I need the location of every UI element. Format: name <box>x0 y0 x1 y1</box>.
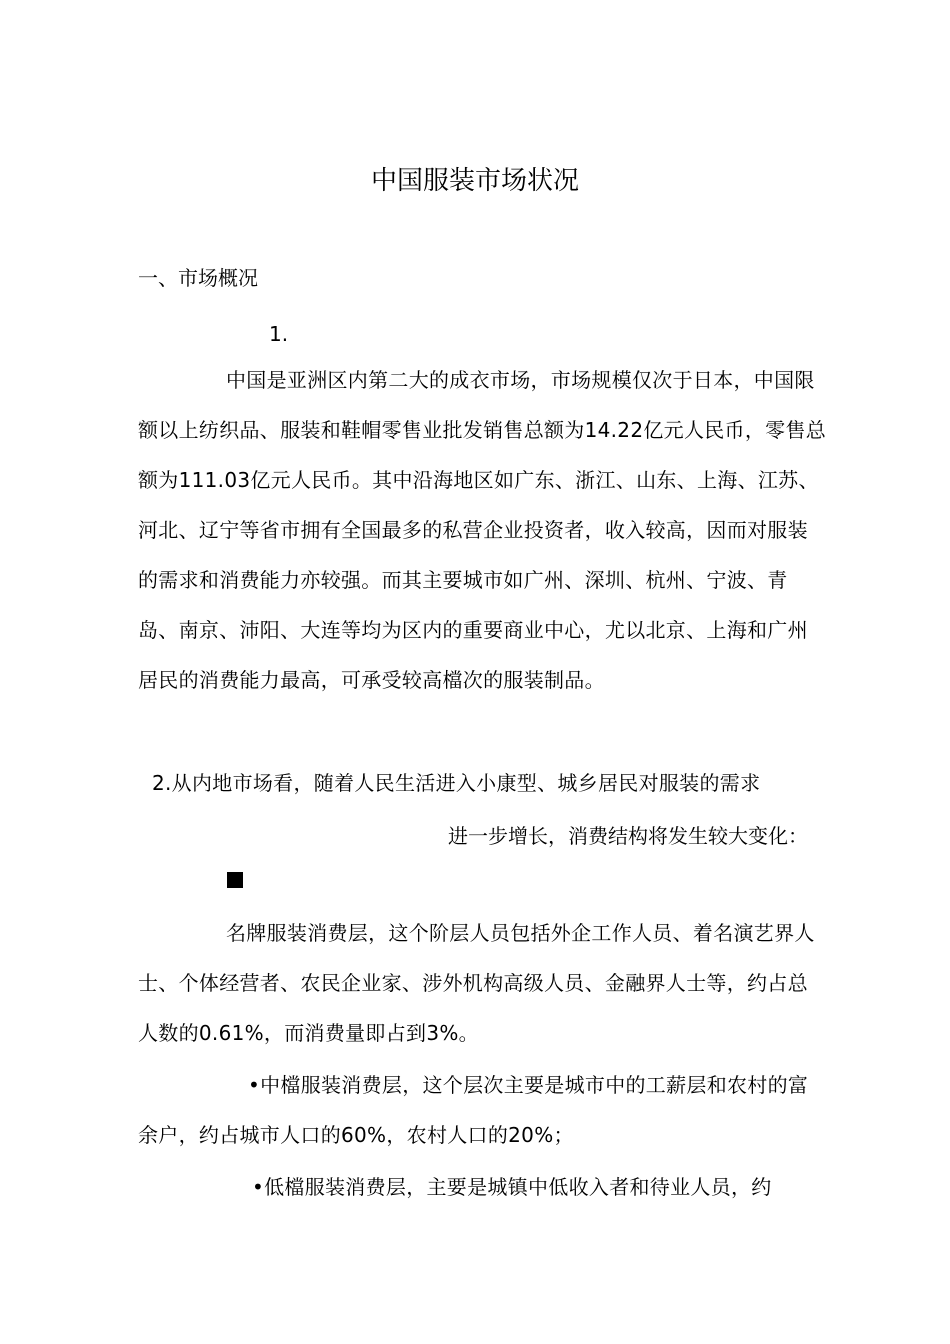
paragraph-domestic-trend: 2.从内地市场看，随着人民生活进入小康型、城乡居民对服装的需求 <box>152 771 761 795</box>
document-title: 中国服装市场状况 <box>370 166 579 196</box>
item-number-1: 1. <box>269 322 289 346</box>
paragraph-domestic-trend-continuation: 进一步增长，消费结构将发生较大变化： <box>448 824 808 848</box>
paragraph-brand-consumer-layer: 名牌服装消费层，这个阶层人员包括外企工作人员、着名演艺界人士、个体经营者、农民企业家、涉外机构高级人员、金融界人士等，约占总人数的0.61%，而消费量即占到3%。 <box>138 921 815 1045</box>
paragraph-mid-range-consumer-layer: •中檔服装消费层，这个层次主要是城市中的工薪层和农村的富余户，约占城市人口的60%，农村人口的20%； <box>138 1073 809 1147</box>
square-bullet-icon <box>227 872 243 888</box>
paragraph-low-end-consumer-layer: •低檔服装消费层，主要是城镇中低收入者和待业人员，约 <box>252 1175 772 1199</box>
paragraph-market-intro: 中国是亚洲区内第二大的成衣市场，市场规模仅次于日本，中国限额以上纺织品、服装和鞋帽零售业批发销售总额为14.22亿元人民币，零售总额为111.03亿元人民币。其中沿海地区如广东、浙江、山东、上海、江苏、河北、辽宁等省市拥有全国最多的私营企业投资者，收入较高，因而对服装的需求和消费能力亦较强。而其主要城市如广州、深圳、杭州、宁波、青岛、南京、沛阳、大连等均为区内的重要商业中心，尤以北京、上海和广州居民的消费能力最高，可承受较高檔次的服装制品。 <box>138 368 827 692</box>
section-heading-market-overview: 一、市场概况 <box>138 266 258 290</box>
